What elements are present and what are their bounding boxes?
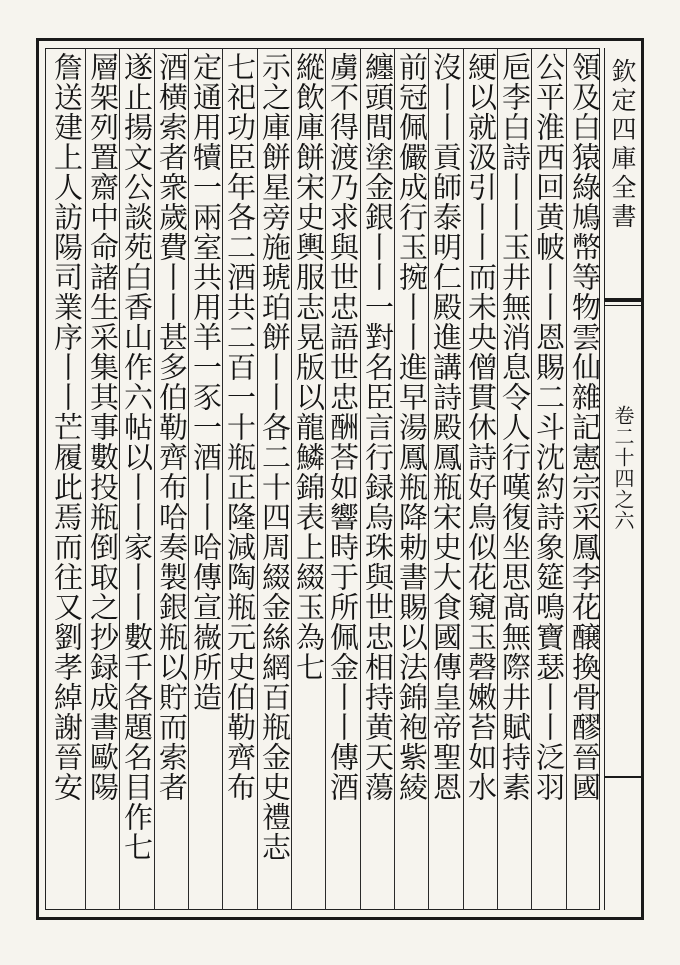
text-column: 巵李白詩丨丨玉井無消息令人行嘆復坐思髙無際井賦持素 bbox=[498, 52, 532, 802]
text-column: 綆以就汲引丨丨而未央僧貫休詩好鳥似花窺玉磬嫩苔如水 bbox=[464, 52, 498, 802]
text-column: 公平淮西回黄帔丨丨恩賜二斗沈約詩象筵鳴寶瑟丨丨泛羽 bbox=[532, 52, 566, 802]
text-column: 纏頭間塗金銀丨丨一對名臣言行録烏珠與世忠相持黄天蕩 bbox=[361, 52, 395, 802]
text-column: 層架列置齋中命諸生采集其事數投瓶倒取之抄録成書歐陽 bbox=[86, 52, 120, 802]
text-column: 七祀功臣年各二酒共二百一十瓶正隆減陶瓶元史伯勒齊布 bbox=[223, 52, 257, 802]
text-column: 沒丨丨貢師泰明仁殿進講詩殿鳳瓶宋史大食國傳皇帝聖恩 bbox=[429, 52, 463, 802]
text-column: 縱飲庫餅宋史輿服志晃版以龍鱗錦表上綴玉為七 bbox=[292, 52, 326, 682]
text-column: 遂止揚文公談苑白香山作六帖以丨丨家丨丨數千各題名目作七 bbox=[120, 52, 154, 862]
text-column: 前冠佩儼成行玉捥丨丨進早湯鳳瓶降勅書賜以法錦袍紫綾 bbox=[395, 52, 429, 802]
fish-tail-bottom bbox=[604, 776, 644, 778]
text-column: 領及白猿綠鳩幣等物雲仙雜記憲宗采鳳李花醸換骨醪晉國 bbox=[568, 52, 602, 802]
text-column: 示之庫餅星旁施琥珀餅丨丨各二十四周綴金絲網百瓶金史禮志 bbox=[258, 52, 292, 862]
volume-label: 卷二十四之六 bbox=[611, 405, 635, 531]
text-column: 定通用犢一兩室共用羊一豕一酒丨丨哈傳宣嶶所造 bbox=[189, 52, 223, 712]
book-title: 欽定四庫全書 bbox=[608, 58, 637, 232]
fish-tail-mark bbox=[604, 298, 644, 306]
text-column: 詹送建上人訪陽司業序丨丨芒履此焉而往又劉孝綽謝晉安 bbox=[50, 52, 84, 802]
text-column: 酒横索者衆歲費丨丨甚多伯勒齊布哈奏製銀瓶以貯而索者 bbox=[155, 52, 189, 802]
text-column: 虜不得渡乃求與世忠語世忠酬荅如響時于所佩金丨丨傳酒 bbox=[326, 52, 360, 802]
